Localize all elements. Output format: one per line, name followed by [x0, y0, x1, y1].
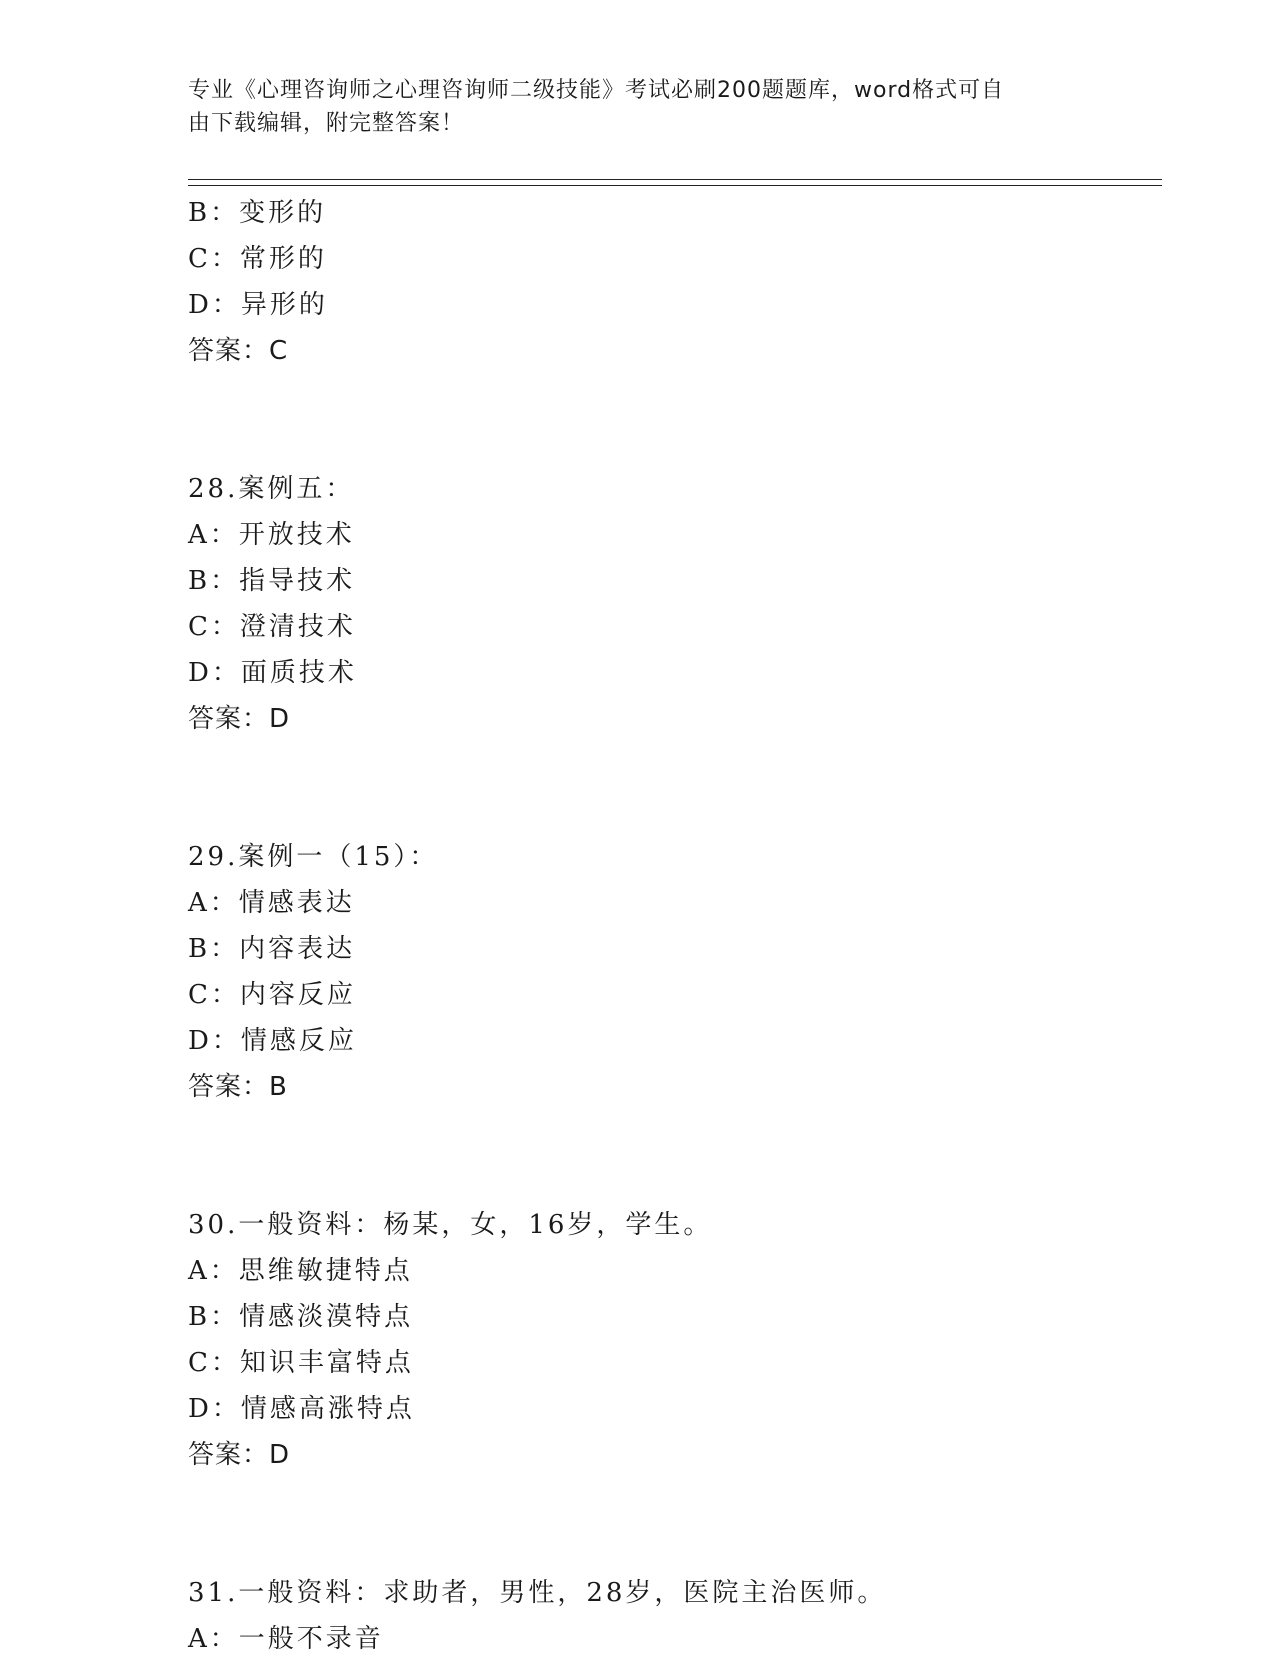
question-list [188, 190, 1148, 1662]
question-block-27 [188, 190, 1148, 374]
option-a: A：开放技术 [188, 520, 355, 550]
header-divider-inner [188, 185, 1162, 186]
option-a: A：思维敏捷特点 [188, 1256, 413, 1286]
header-line-1: 专业《心理咨询师之心理咨询师二级技能》考试必刷200题题库，word格式可自 [188, 78, 1005, 103]
question-stem: 31.一般资料：求助者，男性，28岁，医院主治医师。 [188, 1578, 887, 1608]
option-b: B：内容表达 [188, 934, 356, 964]
option-c: C：常形的 [188, 244, 327, 274]
option-a: A：一般不录音 [188, 1624, 384, 1654]
option-c: C：知识丰富特点 [188, 1348, 414, 1378]
question-stem: 29.案例一（15）： [188, 842, 439, 872]
option-c: C：澄清技术 [188, 612, 356, 642]
option-b: B：变形的 [188, 198, 327, 228]
option-d: D：异形的 [188, 290, 328, 320]
header-divider [188, 179, 1162, 180]
option-d: D：情感反应 [188, 1026, 357, 1056]
option-c: C：内容反应 [188, 980, 356, 1010]
answer-line: 答案：C [188, 336, 289, 366]
question-stem: 30.一般资料：杨某，女，16岁，学生。 [188, 1210, 713, 1240]
option-a: A：情感表达 [188, 888, 355, 918]
question-stem: 28.案例五： [188, 474, 355, 504]
question-block-30 [188, 1202, 1148, 1478]
option-d: D：面质技术 [188, 658, 357, 688]
question-block-29 [188, 834, 1148, 1110]
option-b: B：情感淡漠特点 [188, 1302, 414, 1332]
answer-line: 答案：D [188, 1440, 291, 1470]
header-line-2: 由下载编辑，附完整答案！ [188, 111, 465, 136]
question-block-31 [188, 1570, 1148, 1662]
document-header [188, 74, 1068, 140]
answer-line: 答案：D [188, 704, 291, 734]
option-b: B：指导技术 [188, 566, 356, 596]
option-d: D：情感高涨特点 [188, 1394, 415, 1424]
question-block-28 [188, 466, 1148, 742]
answer-line: 答案：B [188, 1072, 288, 1102]
